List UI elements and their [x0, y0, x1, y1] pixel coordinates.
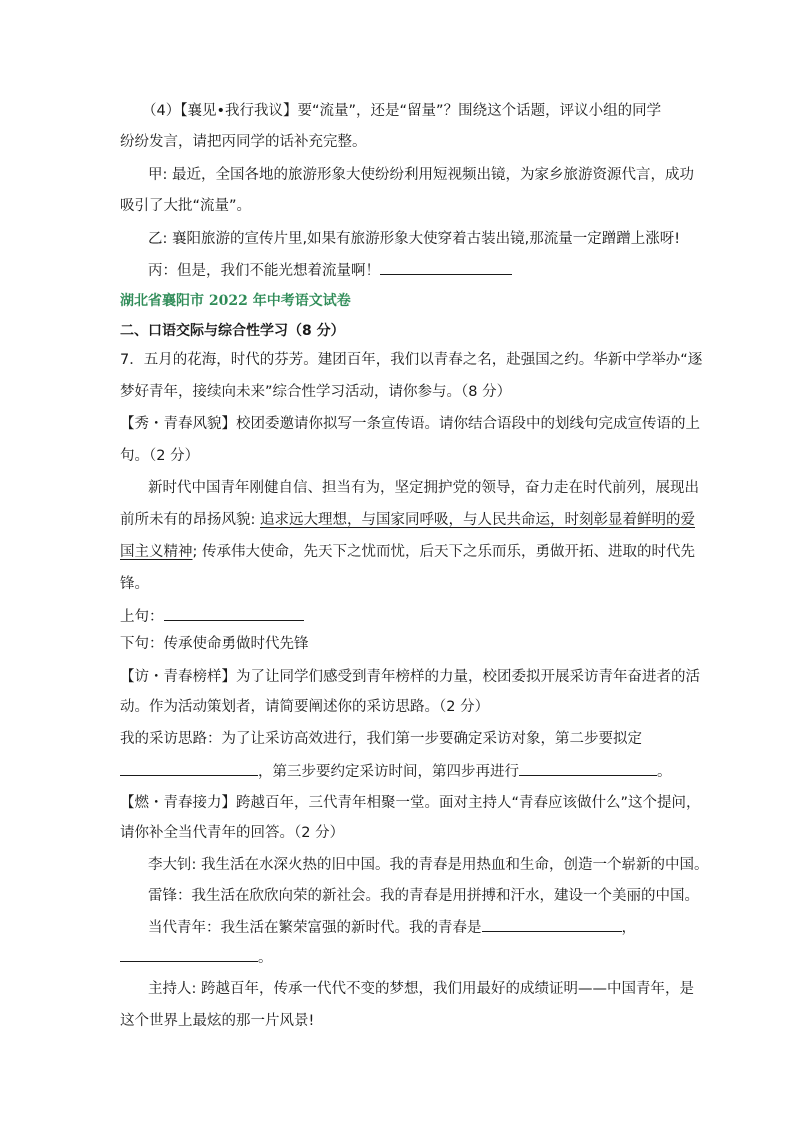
plan-step4-blank[interactable] [519, 761, 657, 776]
bing-line [148, 260, 512, 281]
plan-line2-mid: ，第三步要约定采访时间，第四步再进行 [258, 764, 519, 780]
q4-line2: 纷纷发言，请把丙同学的话补充完整。 [120, 134, 367, 150]
yi-line: 乙: 襄阳旅游的宣传片里,如果有旅游形象大使穿着古装出镜,那流量一定蹭蹭上涨呀! [148, 231, 681, 247]
fang-line1: 【访・青春榜样】为了让同学们感受到青年榜样的力量，校团委拟开展采访青年奋进者的活 [120, 669, 700, 685]
lower-line: 下句：传承使命勇做时代先锋 [120, 636, 309, 652]
lei-feng-line: 雷锋：我生活在欣欣向荣的新社会。我的青春是用拼搏和汗水，建设一个美丽的中国。 [148, 888, 699, 904]
contemporary-youth-line [148, 917, 636, 938]
youth-answer-blank-1[interactable] [482, 917, 622, 932]
fang-line2: 动。作为活动策划者，请简要阐述你的采访思路。（2 分） [120, 699, 490, 715]
jia-line2: 吸引了大批“流量”。 [120, 198, 252, 214]
q7-intro-line2: 梦好青年，接续向未来”综合性学习活动，请你参与。（8 分） [120, 384, 512, 400]
passage-line3-rest: ; 传承伟大使命，先天下之忧而忧，后天下之乐而乐，勇做开拓、进取的时代先 [192, 544, 695, 560]
q7-intro-line1: 7．五月的花海，时代的芬芳。建团百年，我们以青春之名，赴强国之约。华新中学举办“逐 [120, 352, 703, 368]
youth-period: 。 [258, 950, 273, 966]
youth-answer-line2 [120, 947, 273, 968]
ran-line2: 请你补全当代青年的回答。（2 分） [120, 825, 345, 841]
youth-answer-blank-2[interactable] [120, 947, 258, 962]
upper-label: 上句： [120, 609, 164, 625]
host-line2: 这个世界上最炫的那一片风景! [120, 1013, 315, 1029]
ran-line1: 【燃・青春接力】跨越百年，三代青年相聚一堂。面对主持人“青春应该做什么”这个提问， [120, 795, 701, 811]
host-line1: 主持人: 跨越百年，传承一代代不变的梦想，我们用最好的成绩证明——中国青年，是 [148, 981, 694, 997]
passage-line2 [120, 510, 695, 530]
li-dazhao-line: 李大钊: 我生活在水深火热的旧中国。我的青春是用热血和生命，创造一个崭新的中国。 [148, 857, 709, 873]
underlined-sentence-part2: 国主义精神 [120, 544, 193, 560]
plan-step2-blank[interactable] [120, 761, 258, 776]
plan-line2-end: 。 [657, 764, 672, 780]
xiu-line1: 【秀・青春风貌】校团委邀请你拟写一条宣传语。请你结合语段中的划线句完成宣传语的上 [120, 416, 700, 432]
passage-line1: 新时代中国青年刚健自信、担当有为，坚定拥护党的领导，奋力走在时代前列，展现出 [148, 480, 699, 496]
xiu-line2: 句。（2 分） [120, 448, 200, 464]
upper-answer-blank[interactable] [164, 606, 304, 621]
bing-answer-blank[interactable] [380, 260, 512, 275]
section-heading: 二、口语交际与综合性学习（8 分） [120, 323, 345, 339]
upper-line [120, 606, 304, 627]
underlined-sentence-part1: 追求远大理想，与国家同呼吸，与人民共命运，时刻彰显着鲜明的爱 [260, 512, 695, 528]
passage-line4: 锋。 [120, 576, 149, 592]
plan-line1: 我的采访思路：为了让采访高效进行，我们第一步要确定采访对象，第二步要拟定 [120, 731, 642, 747]
source-title: 湖北省襄阳市 2022 年中考语文试卷 [120, 293, 351, 309]
passage-line2-lead: 前所未有的昂扬风貌: [120, 512, 260, 528]
youth-comma: ， [621, 920, 636, 936]
contemporary-youth-text: 当代青年：我生活在繁荣富强的新时代。我的青春是 [148, 920, 482, 936]
bing-text: 丙：但是，我们不能光想着流量啊！ [148, 263, 380, 279]
passage-line3 [120, 542, 695, 562]
plan-line2 [120, 761, 672, 782]
q4-line1: （4）【襄见•我行我议】要“流量”，还是“留量”？围绕这个话题，评议小组的同学 [142, 103, 662, 119]
jia-line1: 甲: 最近，全国各地的旅游形象大使纷纷利用短视频出镜，为家乡旅游资源代言，成功 [148, 167, 694, 183]
